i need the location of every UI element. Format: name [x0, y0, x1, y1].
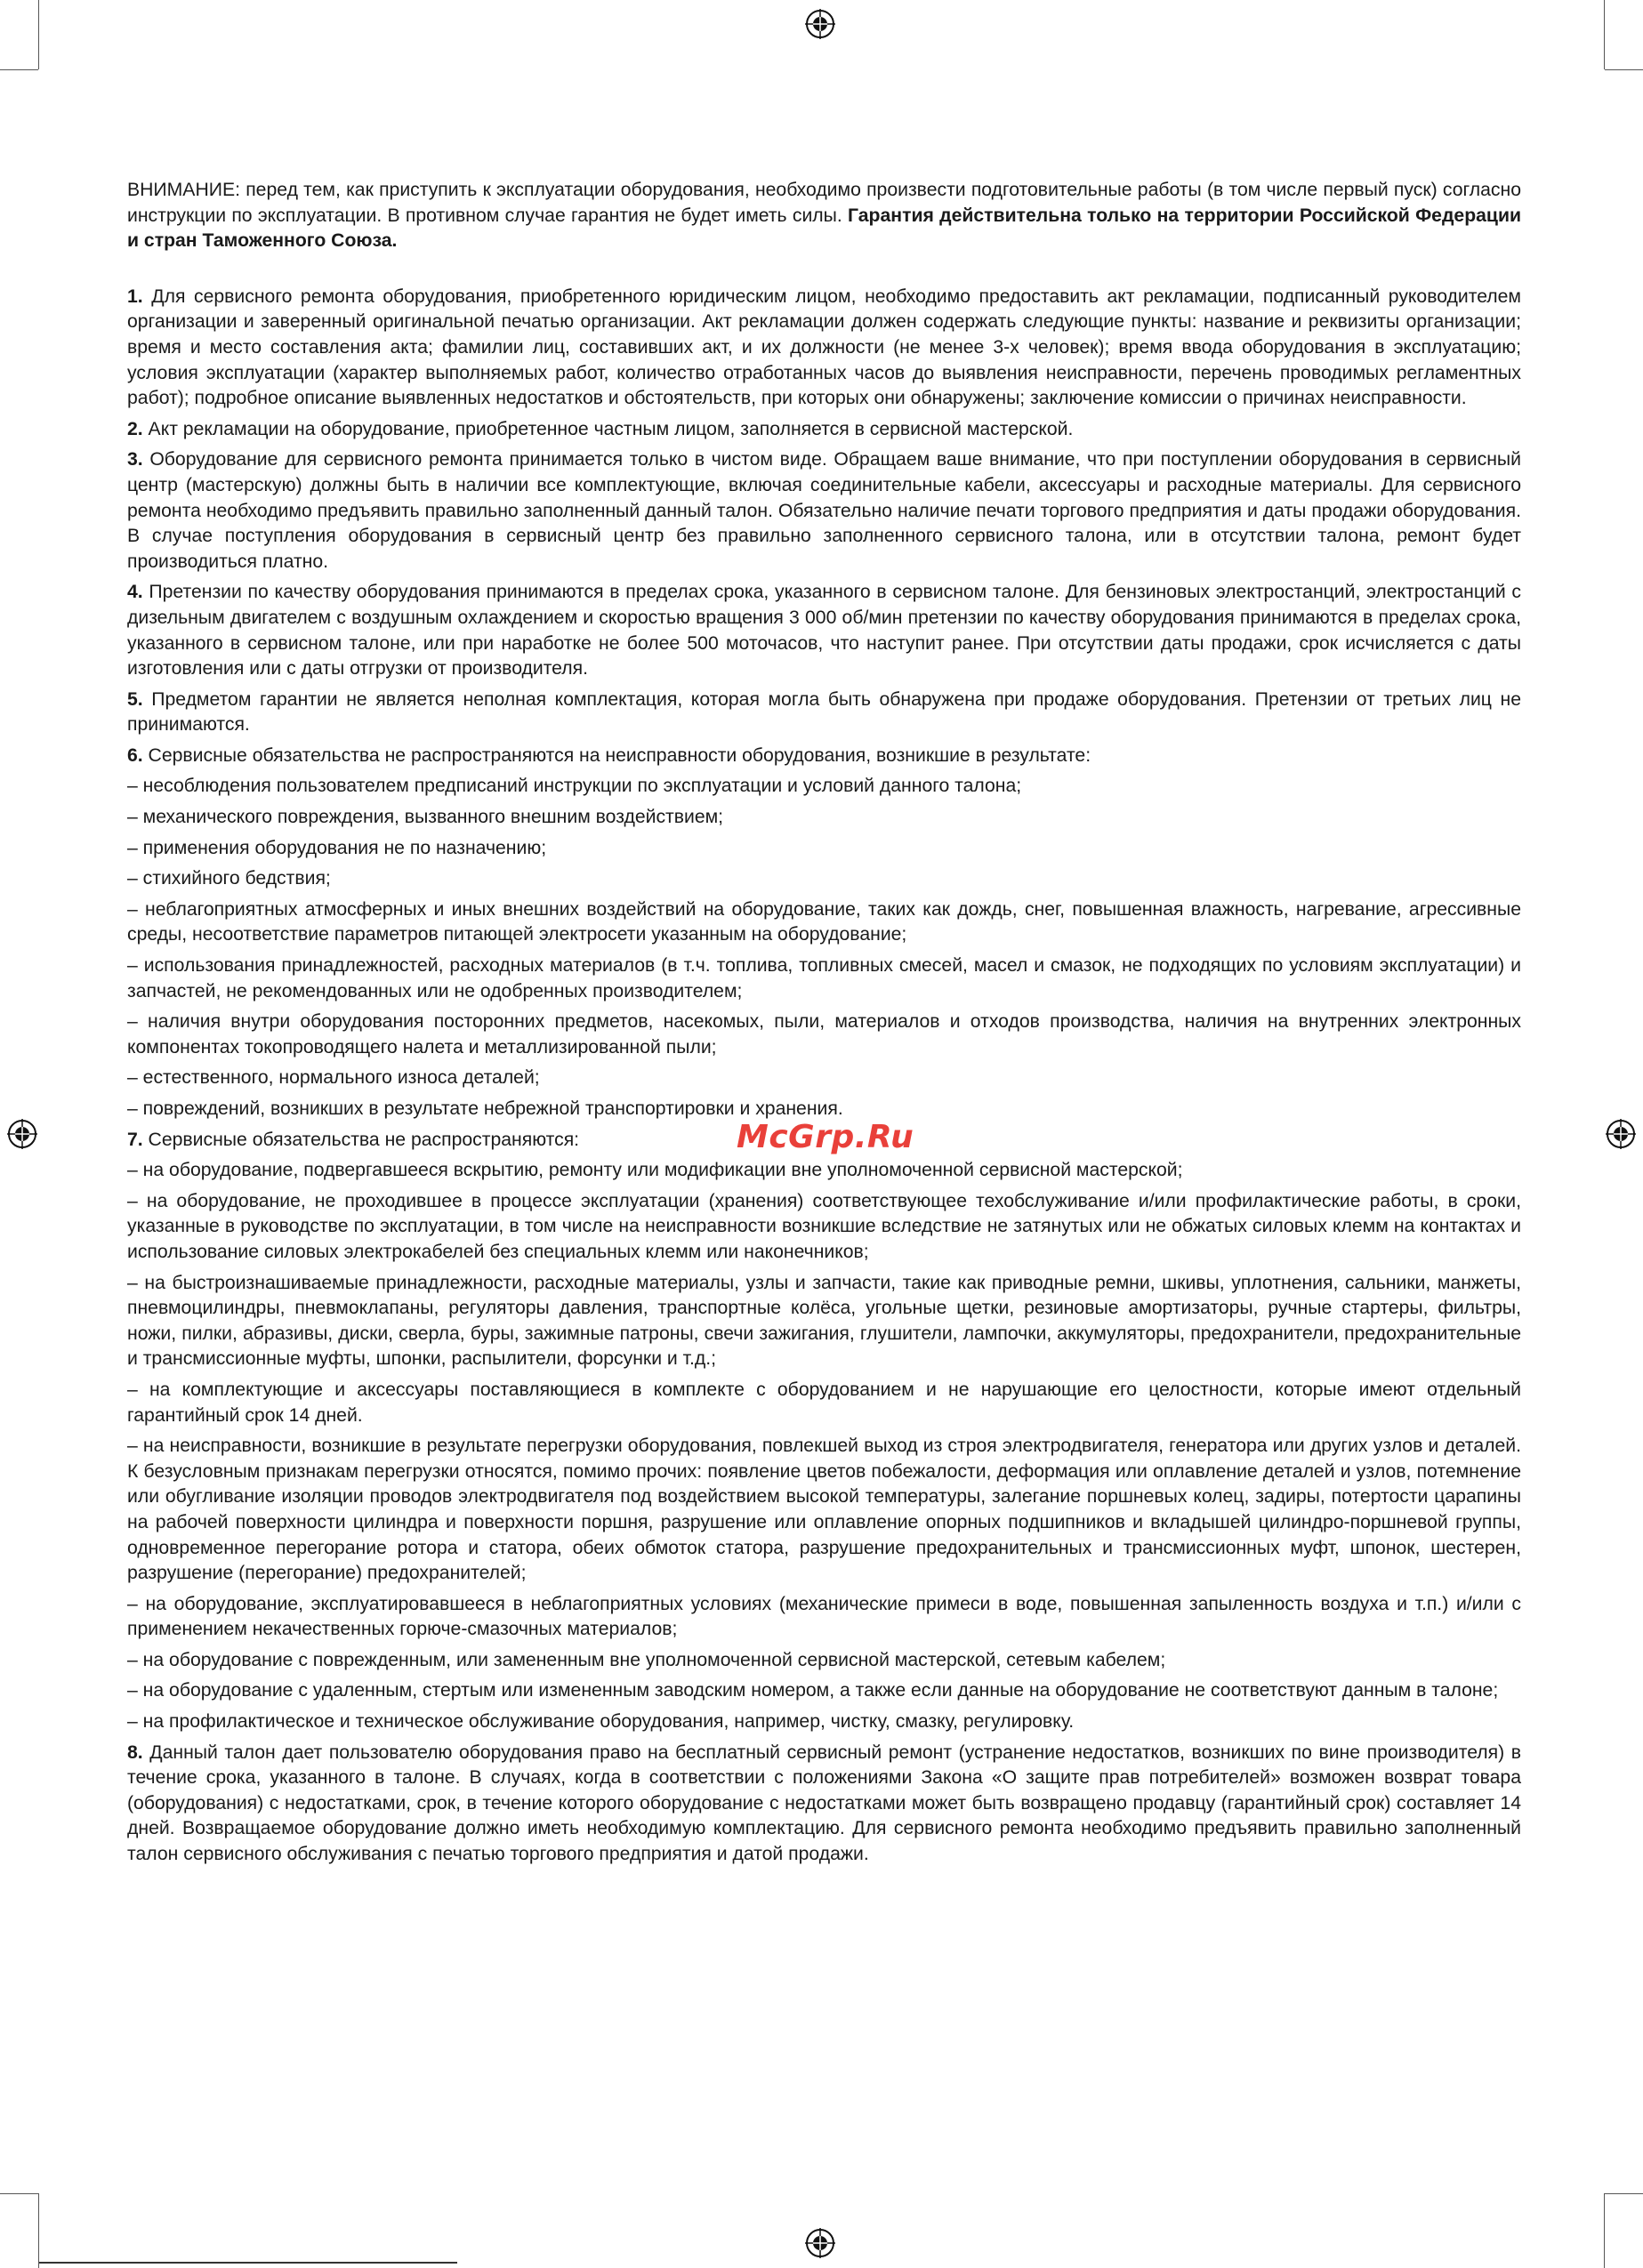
- crop-mark-bottom-left-vertical: [38, 2193, 39, 2268]
- list6-item: – несоблюдения пользователем предписаний инструкции по эксплуатации и условий данного талона;: [127, 776, 1022, 797]
- list6-item: – неблагоприятных атмосферных и иных внешних воздействий на оборудование, таких как дождь, снег, повышенная влажность, нагревание, агрессивные среды, несоответствие параметров питающей электросети указанным на оборудование;: [127, 898, 1521, 945]
- intro-bold-text: Гарантия действительна только на территории Российской Федерации и стран Таможенного Союза.: [127, 205, 1521, 252]
- section-6: [127, 744, 1521, 769]
- list7-item: – на оборудование с удаленным, стертым или измененным заводским номером, а также если данные на оборудование не соответствуют данным в талоне;: [127, 1680, 1499, 1701]
- list7-item: – на оборудование, эксплуатировавшееся в неблагоприятных условиях (механические примеси в воде, повышенная запыленность воздуха и т.п.) и/или с применением некачественных горюче-смазочных материалов;: [127, 1593, 1521, 1640]
- section-text: Данный талон дает пользователю оборудования право на бесплатный сервисный ремонт (устранение недостатков, возникших по вине производителя) в течение срока, указанного в талоне. В случаях, когда в соответствии с положениями Закона «О защите прав потребителей» возможен возврат товара (оборудования) с недостатками, срок, в течение которого оборудование с недостатками может быть возвращено продавцу (гарантийный срок) составляет 14 дней. Возвращаемое оборудование должно иметь необходимую комплектацию. Для сервисного ремонта необходимо предъявить правильно заполненный талон сервисного обслуживания с печатью торгового предприятия и датой продажи.: [127, 1741, 1521, 1865]
- list7-item: – на неисправности, возникшие в результате перегрузки оборудования, повлекшей выход из строя электродвигателя, генератора или других узлов и деталей. К безусловным признакам перегрузки относятся, помимо прочих: появление цветов побежалости, деформация или оплавление деталей и узлов, потемнение или обугливание изоляции проводов электродвигателя под воздействием высокой температуры, залегание поршневых колец, задиры, потертости царапины на рабочей поверхности цилиндра и поверхности поршня, разрушение или оплавление опорных подшипников и вкладышей цилиндро-поршневой группы, одновременное перегорание ротора и статора, обеих обмоток статора, разрушение предохранительных и трансмиссионных муфт, шпонок, шестерен, разрушение (перегорание) предохранителей;: [127, 1436, 1521, 1584]
- section-text: Сервисные обязательства не распространяются:: [142, 1129, 580, 1150]
- list6-item: – повреждений, возникших в результате небрежной транспортировки и хранения.: [127, 1098, 843, 1119]
- crop-mark-top-right-vertical: [1604, 0, 1605, 69]
- section-number: 1.: [127, 286, 143, 307]
- registration-mark-bottom-icon: [805, 2228, 835, 2258]
- list6-item: – использования принадлежностей, расходных материалов (в т.ч. топлива, топливных смесей, масел и смазок, не подходящих по условиям эксплуатации) и запчастей, не рекомендованных или не одобренных производителем;: [127, 955, 1521, 1001]
- registration-mark-right-icon: [1606, 1119, 1636, 1149]
- section-text: Претензии по качеству оборудования принимаются в пределах срока, указанного в сервисном талоне. Для бензиновых электростанций, электростанций с дизельным двигателем с воздушным охлаждением и скоростью вращения 3 000 об/мин претензии по качеству оборудования принимаются в пределах срока, указанного в сервисном талоне, или при наработке не более 500 моточасов, что наступит ранее. При отсутствии даты продажи, срок исчисляется с даты изготовления или с даты отгрузки от производителя.: [127, 582, 1521, 680]
- section-number: 7.: [127, 1129, 143, 1150]
- crop-mark-top-right-horizontal: [1605, 69, 1643, 70]
- list7-item: – на комплектующие и аксессуары поставляющиеся в комплекте с оборудованием и не нарушающие его целостности, которые имеют отдельный гарантийный срок 14 дней.: [127, 1379, 1521, 1426]
- section-text: Для сервисного ремонта оборудования, приобретенного юридическим лицом, необходимо предоставить акт рекламации, подписанный руководителем организации и заверенный оригинальной печатью организации. Акт рекламации должен содержать следующие пункты: название и реквизиты организации; время и место составления акта; фамилии лиц, составивших акт, и их должности (не менее 3-х человек); время ввода оборудования в эксплуатацию; условия эксплуатации (характер выполняемых работ, количество отработанных часов до выявления неисправности, перечень проводимых регламентных работ); подробное описание выявленных недостатков и обстоятельств, при которых они обнаружены; заключение комиссии о причинах неисправности.: [127, 286, 1521, 409]
- section-text: Сервисные обязательства не распространяются на неисправности оборудования, возникшие в результате:: [142, 744, 1091, 766]
- registration-mark-left-icon: [7, 1119, 37, 1149]
- list6-item: – наличия внутри оборудования посторонних предметов, насекомых, пыли, материалов и отходов производства, наличия на внутренних электронных компонентах токопроводящего налета и металлизированной пыли;: [127, 1011, 1521, 1058]
- section-text: Предметом гарантии не является неполная комплектация, которая могла быть обнаружена при продаже оборудования. Претензии от третьих лиц не принимаются.: [127, 688, 1521, 736]
- registration-mark-top-icon: [805, 9, 835, 39]
- section-text: Акт рекламации на оборудование, приобретенное частным лицом, заполняется в сервисной мастерской.: [142, 418, 1074, 439]
- section-8: [127, 1741, 1521, 1868]
- list6-item: – естественного, нормального износа деталей;: [127, 1067, 540, 1089]
- list6-item: – стихийного бедствия;: [127, 868, 331, 889]
- slug-line-bottom: [39, 2262, 457, 2264]
- section-number: 5.: [127, 688, 143, 710]
- crop-mark-top-left-vertical: [38, 0, 39, 69]
- section-2: [127, 417, 1521, 443]
- crop-mark-top-left-horizontal: [0, 69, 38, 70]
- crop-mark-bottom-right-vertical: [1604, 2193, 1605, 2268]
- section-4: [127, 580, 1521, 681]
- section-3: [127, 447, 1521, 575]
- warranty-text: [127, 178, 1521, 1873]
- section-number: 8.: [127, 1741, 143, 1763]
- list6-item: – механического повреждения, вызванного внешним воздействием;: [127, 807, 724, 828]
- list7-item: – на оборудование, не проходившее в процессе эксплуатации (хранения) соответствующее техобслуживание и/или профилактические работы, в сроки, указанные в руководстве по эксплуатации, в том числе на неисправности возникшие вследствие не затянутых или не обжатых силовых клемм на контактах и использование силовых электрокабелей без специальных клемм или наконечников;: [127, 1190, 1521, 1262]
- crop-mark-bottom-right-horizontal: [1605, 2193, 1643, 2194]
- section-number: 3.: [127, 449, 143, 470]
- section-number: 4.: [127, 582, 143, 603]
- list6-item: – применения оборудования не по назначению;: [127, 837, 547, 858]
- crop-mark-bottom-left-horizontal: [0, 2193, 38, 2194]
- section-text: Оборудование для сервисного ремонта принимается только в чистом виде. Обращаем ваше внимание, что при поступлении оборудования в сервисный центр (мастерскую) должны быть в наличии все комплектующие, включая соединительные кабели, аксессуары и расходные материалы. Для сервисного ремонта необходимо предъявить правильно заполненный данный талон. Обязательно наличие печати торгового предприятия и даты продажи оборудования. В случае поступления оборудования в сервисный центр без правильно заполненного сервисного талона, или в отсутствии талона, ремонт будет производиться платно.: [127, 449, 1521, 572]
- list7-item: – на оборудование с поврежденным, или замененным вне уполномоченной сервисной мастерской, сетевым кабелем;: [127, 1649, 1166, 1670]
- section-1: [127, 285, 1521, 412]
- list7-item: – на профилактическое и техническое обслуживание оборудования, например, чистку, смазку, регулировку.: [127, 1711, 1075, 1733]
- section-5: [127, 688, 1521, 738]
- list7-item: – на быстроизнашиваемые принадлежности, расходные материалы, узлы и запчасти, такие как приводные ремни, шкивы, уплотнения, сальники, манжеты, пневмоцилиндры, пневмоклапаны, регуляторы давления, транспортные колёса, угольные щетки, резиновые амортизаторы, ручные стартеры, фильтры, ножи, пилки, абразивы, диски, сверла, буры, зажимные патроны, свечи зажигания, глушители, лампочки, аккумуляторы, предохранители, предохранительные и трансмиссионные муфты, шпонки, распылители, форсунки и т.д.;: [127, 1272, 1521, 1370]
- intro-paragraph: [127, 178, 1521, 254]
- section-number: 6.: [127, 744, 143, 766]
- intro-text: ВНИМАНИЕ: перед тем, как приступить к эксплуатации оборудования, необходимо произвести подготовительные работы (в том числе первый пуск) согласно инструкции по эксплуатации. В противном случае гарантия не будет иметь силы.: [127, 180, 1521, 226]
- section-number: 2.: [127, 418, 143, 439]
- list7-item: – на оборудование, подвергавшееся вскрытию, ремонту или модификации вне уполномоченной сервисной мастерской;: [127, 1160, 1183, 1181]
- watermark-text: McGrp.Ru: [737, 1119, 914, 1155]
